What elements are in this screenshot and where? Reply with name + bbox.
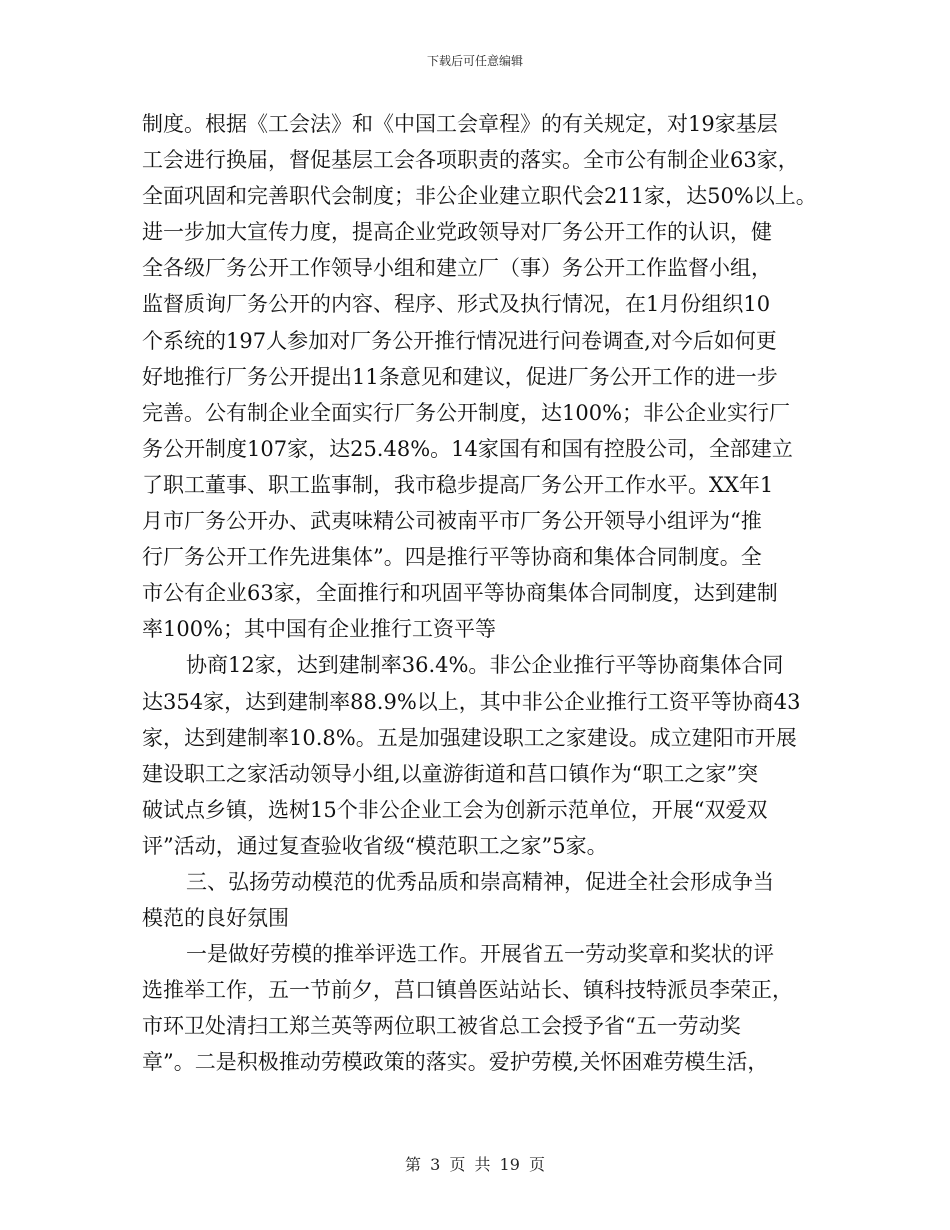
section-heading-continued: 模范的良好氛围 — [142, 906, 289, 931]
text-line: 选推举工作，五一节前夕，莒口镇兽医站站长、镇科技特派员李荣正， — [142, 978, 793, 1003]
text-line: 家，达到建制率10.8%。五是加强建设职工之家建设。成立建阳市开展 — [142, 725, 797, 750]
text-line: 市公有企业63家，全面推行和巩固平等协商集体合同制度，达到建制 — [142, 581, 778, 606]
text-line: 好地推行厂务公开提出11条意见和建议，促进厂务公开工作的进一步 — [142, 364, 778, 389]
text-line: 工会进行换届，督促基层工会各项职责的落实。全市公有制企业63家， — [142, 148, 799, 173]
text-line: 市环卫处清扫工郑兰英等两位职工被省总工会授予省“五一劳动奖 — [142, 1014, 741, 1039]
text-line: 月市厂务公开办、武夷味精公司被南平市厂务公开领导小组评为“推 — [142, 509, 762, 534]
text-line: 破试点乡镇，选树15个非公企业工会为创新示范单位，开展“双爱双 — [142, 797, 768, 822]
text-line: 建设职工之家活动领导小组,以童游街道和莒口镇作为“职工之家”突 — [142, 761, 759, 786]
text-line: 评”活动，通过复查验收省级“模范职工之家”5家。 — [142, 833, 608, 858]
section-heading: 三、弘扬劳动模范的优秀品质和崇高精神，促进全社会形成争当 — [186, 869, 774, 894]
text-line: 协商12家，达到建制率36.4%。非公企业推行平等协商集体合同 — [186, 653, 784, 678]
text-line: 个系统的197人参加对厂务公开推行情况进行问卷调查,对今后如何更 — [142, 328, 777, 353]
page-footer: 第 3 页 共 19 页 — [405, 1155, 545, 1174]
page-header: 下载后可任意编辑 — [426, 54, 523, 68]
text-line: 全面巩固和完善职代会制度；非公企业建立职代会211家，达50%以上。 — [142, 184, 817, 209]
text-line: 务公开制度107家，达25.48%。14家国有和国有控股公司，全部建立 — [142, 436, 793, 461]
text-line: 全各级厂务公开工作领导小组和建立厂（事）务公开工作监督小组， — [142, 256, 772, 281]
document-body — [142, 106, 842, 1081]
text-line: 完善。公有制企业全面实行厂务公开制度，达100%；非公企业实行厂 — [142, 400, 791, 425]
text-line: 监督质询厂务公开的内容、程序、形式及执行情况，在1月份组织10 — [142, 292, 771, 317]
text-line: 达354家，达到建制率88.9%以上，其中非公企业推行工资平等协商43 — [142, 689, 801, 714]
text-line: 一是做好劳模的推举评选工作。开展省五一劳动奖章和奖状的评 — [186, 942, 774, 967]
text-line: 制度。根据《工会法》和《中国工会章程》的有关规定，对19家基层 — [142, 112, 778, 136]
text-line: 率100%；其中国有企业推行工资平等 — [142, 617, 497, 642]
text-line: 章”。二是积极推动劳模政策的落实。爱护劳模,关怀困难劳模生活， — [142, 1050, 769, 1075]
text-line: 进一步加大宣传力度，提高企业党政领导对厂务公开工作的认识，健 — [142, 220, 772, 245]
text-line: 了职工董事、职工监事制，我市稳步提高厂务公开工作水平。XX年1 — [142, 472, 774, 497]
text-line: 行厂务公开工作先进集体”。四是推行平等协商和集体合同制度。全 — [142, 545, 762, 570]
